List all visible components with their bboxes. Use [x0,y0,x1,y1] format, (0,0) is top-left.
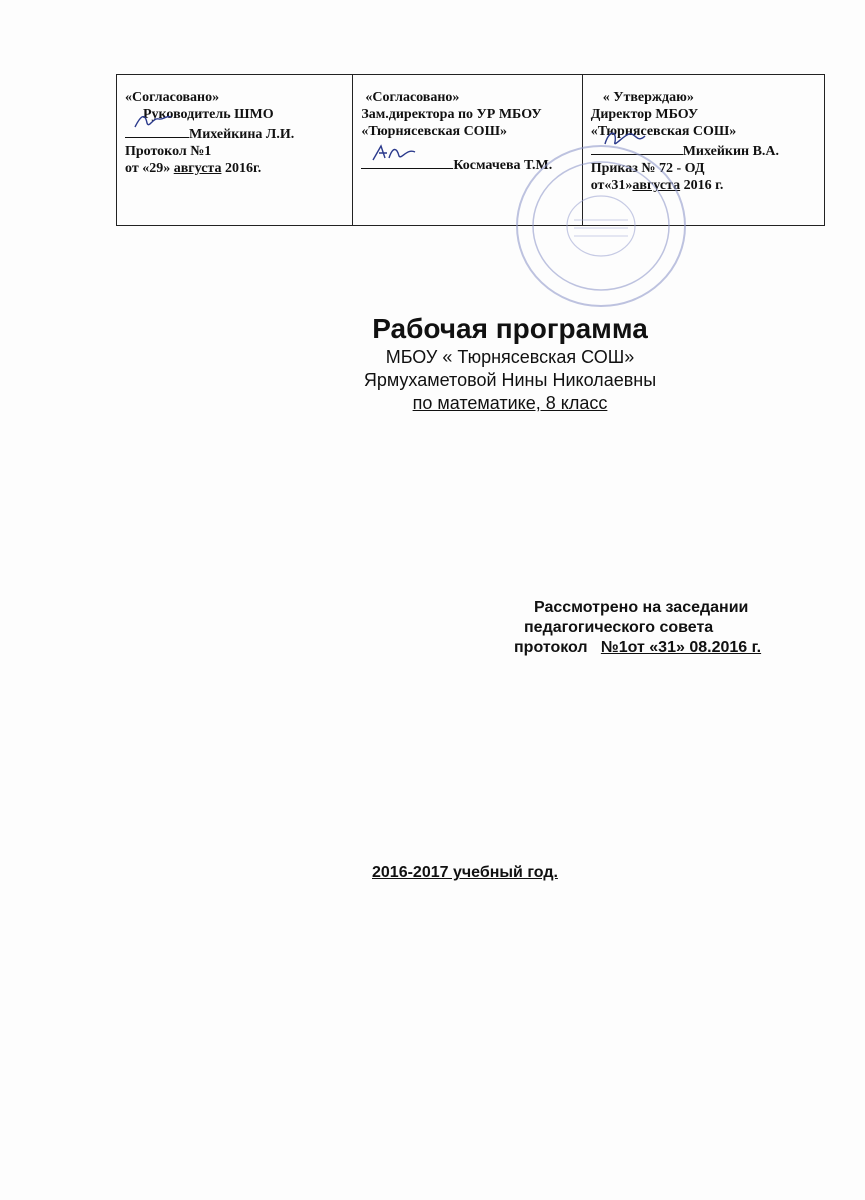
approval-signature-row [125,123,346,143]
review-block [514,598,844,658]
date-suffix: 2016г. [221,161,262,176]
teacher-name: Ярмухаметовой Нины Николаевны [363,370,657,390]
approval-protocol: Протокол №1 [125,144,212,159]
approval-role: Руководитель ШМО [143,107,274,122]
official-stamp-icon [512,140,690,312]
signature-icon [125,123,189,138]
date-suffix: 2016 г. [680,178,724,193]
date-month: августа [632,178,681,193]
review-line-1: Рассмотрено на заседании [534,599,749,616]
review-line-3 [514,638,844,658]
signature-icon [361,154,453,169]
approval-signer: Космачева Т.М. [453,158,553,173]
review-protocol-label: протокол [514,639,601,656]
date-month: августа [173,161,222,176]
approval-role: Директор МБОУ [590,107,699,122]
approval-table [116,74,825,226]
approval-cell-shmo [117,75,353,225]
title-block [280,312,740,415]
document-title: Рабочая программа [372,313,648,344]
approval-school: «Тюрнясевская СОШ» [590,124,737,139]
subject-line: по математике, 8 класс [412,393,608,413]
school-name: МБОУ « Тюрнясевская СОШ» [385,347,635,367]
approval-heading: «Согласовано» [125,90,220,105]
approval-heading: « Утверждаю» [602,90,694,105]
approval-school: «Тюрнясевская СОШ» [361,124,507,139]
academic-year: 2016-2017 учебный год. [372,864,558,881]
date-prefix: от «29» [125,161,174,176]
approval-date [125,160,346,177]
approval-role: Зам.директора по УР МБОУ [361,107,542,122]
approval-signer: Михейкин В.А. [682,144,780,159]
approval-signer: Михейкина Л.И. [189,127,295,142]
approval-heading: «Согласовано» [365,90,460,105]
review-line-2: педагогического совета [524,619,714,636]
review-protocol-number: №1от «31» 08.2016 г. [600,639,762,656]
approval-order: Приказ № 72 - ОД [590,161,705,176]
date-prefix: от«31» [590,178,633,193]
